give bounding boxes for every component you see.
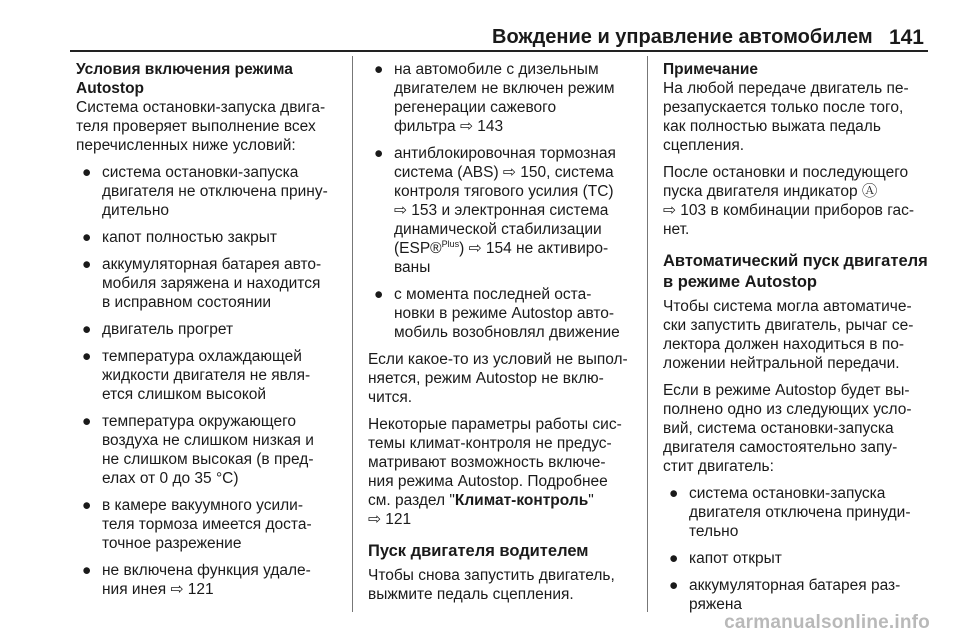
text-line: Чтобы система могла автоматиче- — [663, 298, 912, 315]
note-title: Примечание — [663, 61, 758, 78]
text-line: ния инея ⇨ 121 — [102, 581, 214, 598]
heading-line: Автоматический пуск двигателя — [663, 252, 928, 270]
text-line: ваны — [394, 259, 431, 276]
text-line: двигателем не включен режим — [394, 80, 615, 97]
text-line: не слишком высокая (в пред- — [102, 451, 314, 468]
climate-control-link[interactable]: Климат-контроль — [454, 492, 589, 509]
esp-suffix: ) ⇨ 154 не активиро- — [459, 240, 609, 257]
text-line: темы климат-контроля не предус- — [368, 435, 612, 452]
text-line: нет. — [663, 221, 690, 238]
text-line: система (ABS) ⇨ 150, система — [394, 164, 614, 181]
text-line: с момента последней оста- — [394, 286, 592, 303]
text-line: вий, система остановки-запуска — [663, 420, 894, 437]
text-line: жидкости двигателя не явля- — [102, 367, 311, 384]
bullet-icon: ● — [82, 348, 92, 365]
bullet-icon: ● — [374, 61, 384, 78]
text-line: мобиля заряжена и находится — [102, 275, 321, 292]
column-2 — [368, 60, 632, 604]
bullet-icon: ● — [669, 577, 679, 594]
text-line: антиблокировочная тормозная — [394, 145, 616, 162]
text-line: выжмите педаль сцепления. — [368, 586, 574, 603]
text-line: в камере вакуумного усили- — [102, 497, 303, 514]
conditions-list-continued — [368, 60, 632, 342]
text-line: ложении нейтральной передачи. — [663, 355, 900, 372]
list-item — [76, 163, 338, 220]
section-heading: Пуск двигателя водителем — [368, 542, 589, 560]
heading-line: Условия включения режима — [76, 61, 293, 78]
text-line: теля тормоза имеется доста- — [102, 516, 312, 533]
text-line: Чтобы снова запустить двигатель, — [368, 567, 615, 584]
text-line: двигатель прогрет — [102, 321, 234, 338]
text-line: ски запустить двигатель, рычаг се- — [663, 317, 914, 334]
text-line: На любой передаче двигатель пе- — [663, 80, 909, 97]
paragraph — [368, 415, 632, 529]
text-line: ⇨ 153 и электронная система — [394, 202, 609, 219]
bullet-icon: ● — [82, 256, 92, 273]
bullet-icon: ● — [82, 497, 92, 514]
list-item — [76, 228, 338, 247]
list-item — [368, 285, 632, 342]
list-item — [663, 549, 928, 568]
section-heading — [663, 251, 928, 293]
list-item — [76, 255, 338, 312]
text-line: Некоторые параметры работы сис- — [368, 416, 622, 433]
paragraph — [368, 350, 632, 407]
watermark-text: carmanualsonline.info — [724, 612, 930, 633]
text-line: контроля тягового усилия (TC) — [394, 183, 614, 200]
text-line: температура охлаждающей — [102, 348, 302, 365]
text-line: двигателя не отключена прину- — [102, 183, 328, 200]
text-line: Если в режиме Autostop будет вы- — [663, 382, 910, 399]
column-divider — [647, 56, 648, 612]
text-line: Система остановки-запуска двига- — [76, 99, 326, 116]
paragraph — [663, 381, 928, 476]
column-divider — [352, 56, 353, 612]
intro-paragraph — [76, 98, 338, 155]
page-reference[interactable]: ⇨ 121 — [368, 511, 412, 528]
text-line: не включена функция удале- — [102, 562, 311, 579]
text-line: Если какое-то из условий не выпол- — [368, 351, 628, 368]
text-line: пуска двигателя индикатор Ⓐ — [663, 183, 878, 200]
heading-line: в режиме Autostop — [663, 273, 817, 291]
text-line: температура окружающего — [102, 413, 297, 430]
ref-suffix: " — [588, 492, 594, 509]
ref-prefix: см. раздел " — [368, 492, 455, 509]
text-line: После остановки и последующего — [663, 164, 909, 181]
bullet-icon: ● — [82, 321, 92, 338]
reference-line — [368, 491, 632, 510]
bullet-icon: ● — [82, 229, 92, 246]
list-item — [76, 561, 338, 599]
text-line: динамической стабилизации — [394, 221, 602, 238]
text-line: воздуха не слишком низкая и — [102, 432, 314, 449]
list-item — [663, 484, 928, 541]
paragraph — [368, 566, 632, 604]
bullet-icon: ● — [669, 550, 679, 567]
page-header — [70, 0, 928, 52]
bullet-icon: ● — [82, 164, 92, 181]
text-line: в исправном состоянии — [102, 294, 272, 311]
text-line: как полностью выжата педаль — [663, 118, 881, 135]
bullet-icon: ● — [374, 286, 384, 303]
column-1 — [76, 60, 338, 607]
conditions-list — [76, 163, 338, 599]
text-line: елах от 0 до 35 °C) — [102, 470, 239, 487]
text-line: полнено одно из следующих усло- — [663, 401, 912, 418]
text-line: регенерации сажевого — [394, 99, 557, 116]
list-item — [368, 144, 632, 277]
text-line: двигателя отключена принуди- — [689, 504, 911, 521]
header-title: Вождение и управление автомобилем — [492, 26, 873, 48]
list-item — [368, 60, 632, 136]
note-block — [663, 60, 928, 155]
text-line: сцепления. — [663, 137, 745, 154]
esp-prefix: (ESP® — [394, 240, 442, 257]
text-line: капот открыт — [689, 550, 782, 567]
section-heading — [76, 60, 338, 98]
list-item — [76, 412, 338, 488]
text-line: фильтра ⇨ 143 — [394, 118, 504, 135]
bullet-icon: ● — [82, 413, 92, 430]
list-item — [76, 496, 338, 553]
text-line: теля проверяет выполнение всех — [76, 118, 316, 135]
bullet-icon: ● — [669, 485, 679, 502]
bullet-icon: ● — [82, 562, 92, 579]
text-line: ния режима Autostop. Подробнее — [368, 473, 608, 490]
text-line: на автомобиле с дизельным — [394, 61, 599, 78]
text-line: точное разрежение — [102, 535, 242, 552]
text-line: аккумуляторная батарея авто- — [102, 256, 322, 273]
list-item — [76, 347, 338, 404]
text-line: тельно — [689, 523, 739, 540]
text-line: перечисленных ниже условий: — [76, 137, 296, 154]
text-line: матривают возможность включе- — [368, 454, 606, 471]
text-line: ется слишком высокой — [102, 386, 267, 403]
text-line: ряжена — [689, 596, 743, 613]
text-line: дительно — [102, 202, 170, 219]
text-line: чится. — [368, 389, 413, 406]
paragraph — [663, 163, 928, 239]
text-line: мобиль возобновлял движение — [394, 324, 620, 341]
list-item — [76, 320, 338, 339]
text-line: капот полностью закрыт — [102, 229, 277, 246]
column-3 — [663, 60, 928, 622]
text-line: ⇨ 103 в комбинации приборов гас- — [663, 202, 915, 219]
text-line: система остановки-запуска — [689, 485, 886, 502]
text-line: резапускается только после того, — [663, 99, 904, 116]
paragraph — [663, 297, 928, 373]
page-number: 141 — [888, 26, 924, 49]
text-line: двигателя самостоятельно запу- — [663, 439, 898, 456]
list-item — [663, 576, 928, 614]
bullet-icon: ● — [374, 145, 384, 162]
text-line: аккумуляторная батарея раз- — [689, 577, 901, 594]
heading-line: Autostop — [76, 80, 145, 97]
text-line: система остановки-запуска — [102, 164, 299, 181]
restart-conditions-list — [663, 484, 928, 614]
esp-superscript: Plus — [441, 238, 460, 249]
esp-line — [394, 239, 632, 258]
text-line: няется, режим Autostop не вклю- — [368, 370, 604, 387]
text-line: лектора должен находиться в по- — [663, 336, 905, 353]
text-line: новки в режиме Autostop авто- — [394, 305, 615, 322]
text-line: стит двигатель: — [663, 458, 774, 475]
